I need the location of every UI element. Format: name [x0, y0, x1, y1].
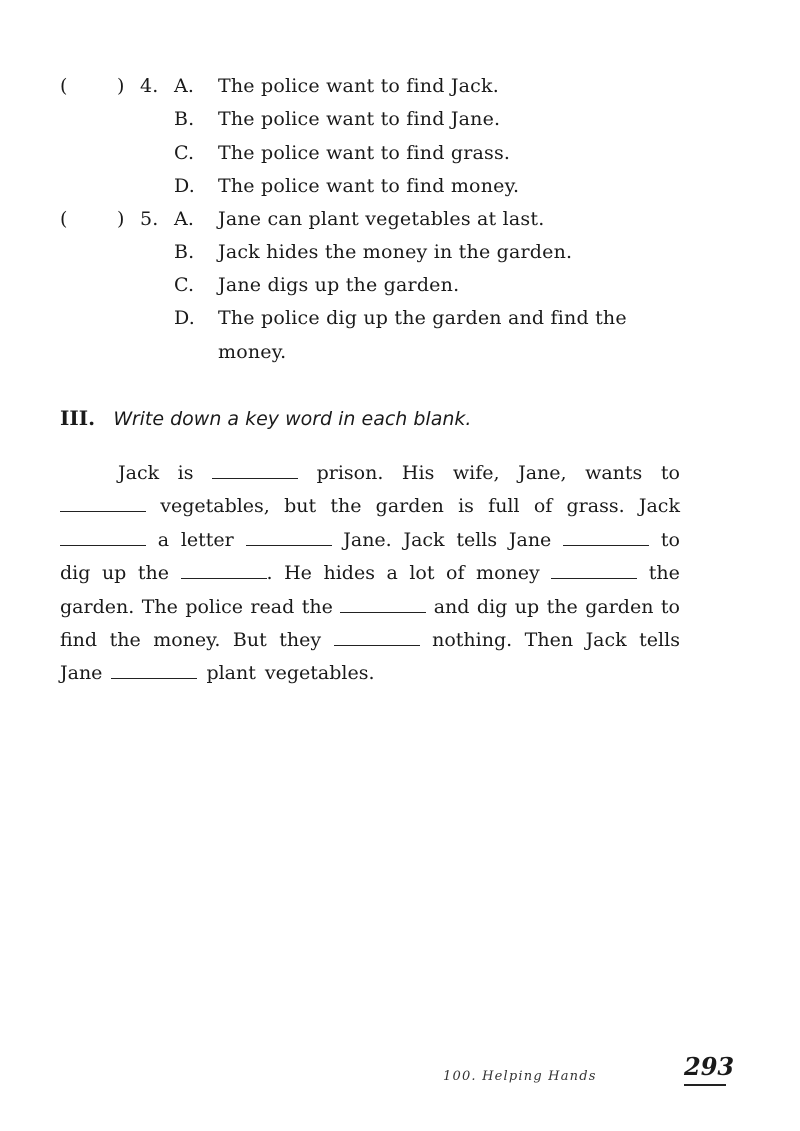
- word: Jack: [118, 462, 160, 484]
- word: plant: [206, 662, 256, 684]
- passage-line: [60, 594, 680, 619]
- option-text: The police want to find money.: [218, 175, 520, 197]
- fill-blank[interactable]: [334, 627, 420, 646]
- word: a: [157, 529, 170, 551]
- answer-paren-open: (: [60, 208, 68, 230]
- word: His: [401, 462, 435, 484]
- question-number: 5.: [140, 208, 159, 230]
- passage-line: [60, 560, 680, 585]
- option-letter: D.: [174, 307, 195, 329]
- fill-blank[interactable]: [60, 527, 146, 546]
- word: of: [533, 495, 553, 517]
- word: vegetables,: [160, 495, 270, 517]
- word: garden: [585, 596, 654, 618]
- word: Then: [524, 629, 574, 651]
- passage-line: [118, 460, 680, 485]
- word: Jane: [508, 529, 552, 551]
- word: dig: [476, 596, 508, 618]
- section-number: III.: [60, 406, 96, 430]
- word: Jane: [60, 662, 103, 684]
- word: garden: [375, 495, 444, 517]
- option-text: Jane digs up the garden.: [218, 274, 460, 296]
- fill-blank[interactable]: [181, 560, 267, 579]
- word: dig: [60, 562, 91, 584]
- passage-line: [60, 627, 680, 652]
- passage-line: [60, 660, 680, 685]
- word: Jack: [585, 629, 627, 651]
- word: But: [232, 629, 267, 651]
- word: The: [141, 596, 178, 618]
- fill-blank[interactable]: [340, 594, 426, 613]
- section-instruction: Write down a key word in each blank.: [113, 408, 472, 430]
- word: to: [660, 596, 680, 618]
- word: the: [109, 629, 141, 651]
- option-letter: B.: [174, 241, 195, 263]
- page-number: 293: [684, 1052, 735, 1081]
- word: lot: [409, 562, 435, 584]
- passage-line: [60, 493, 680, 518]
- word: garden.: [60, 596, 135, 618]
- blank-with-period: [181, 560, 273, 585]
- word: of: [446, 562, 465, 584]
- word: vegetables.: [264, 662, 375, 684]
- option-text-continuation: money.: [218, 341, 287, 363]
- word: and: [433, 596, 470, 618]
- word: the: [137, 562, 169, 584]
- word: wants: [585, 462, 643, 484]
- word: full: [488, 495, 520, 517]
- answer-paren-close: ): [117, 208, 125, 230]
- word: to: [660, 462, 680, 484]
- word: money.: [153, 629, 221, 651]
- word: is: [177, 462, 194, 484]
- option-text: [218, 306, 676, 330]
- chapter-label: 100. Helping Hands: [443, 1069, 597, 1084]
- word: find: [60, 629, 98, 651]
- option-letter: C.: [174, 274, 195, 296]
- fill-blank[interactable]: [60, 493, 146, 512]
- option-text: The police want to find grass.: [218, 142, 511, 164]
- word: nothing.: [432, 629, 513, 651]
- word: Jack: [403, 529, 445, 551]
- word: read: [250, 596, 295, 618]
- word: grass.: [566, 495, 625, 517]
- word: they: [279, 629, 322, 651]
- fill-blank[interactable]: [212, 460, 298, 479]
- word: the: [648, 562, 680, 584]
- word: hides: [323, 562, 375, 584]
- option-letter: D.: [174, 175, 195, 197]
- word: the: [546, 596, 578, 618]
- option-text: The police want to find Jack.: [218, 75, 499, 97]
- word: is: [458, 495, 474, 517]
- fill-blank[interactable]: [246, 527, 332, 546]
- word: up: [514, 596, 540, 618]
- word: .: [266, 562, 273, 584]
- fill-blank[interactable]: [551, 560, 637, 579]
- answer-paren-open: (: [60, 75, 68, 97]
- option-letter: C.: [174, 142, 195, 164]
- option-letter: A.: [174, 208, 195, 230]
- word: tells: [456, 529, 498, 551]
- option-letter: B.: [174, 108, 195, 130]
- word: tells: [639, 629, 680, 651]
- question-number: 4.: [140, 75, 159, 97]
- word: the: [330, 495, 362, 517]
- word: prison.: [316, 462, 384, 484]
- word: Jane.: [343, 529, 392, 551]
- option-text: Jack hides the money in the garden.: [218, 241, 573, 263]
- answer-paren-close: ): [117, 75, 125, 97]
- word: to: [660, 529, 680, 551]
- option-text-line: The police dig up the garden and find the: [218, 307, 627, 329]
- word: the: [301, 596, 333, 618]
- word: but: [284, 495, 317, 517]
- word: letter: [180, 529, 234, 551]
- word: Jane,: [518, 462, 567, 484]
- page-number-underline: [684, 1084, 726, 1086]
- word: money: [476, 562, 540, 584]
- fill-blank[interactable]: [111, 660, 197, 679]
- fill-blank[interactable]: [563, 527, 649, 546]
- word: He: [284, 562, 312, 584]
- option-text: Jane can plant vegetables at last.: [218, 208, 545, 230]
- word: wife,: [452, 462, 500, 484]
- word: Jack: [638, 495, 680, 517]
- section-heading: [60, 405, 471, 432]
- option-letter: A.: [174, 75, 195, 97]
- word: up: [101, 562, 127, 584]
- word: a: [386, 562, 398, 584]
- passage-line: [60, 527, 680, 552]
- word: police: [185, 596, 243, 618]
- option-text: The police want to find Jane.: [218, 108, 501, 130]
